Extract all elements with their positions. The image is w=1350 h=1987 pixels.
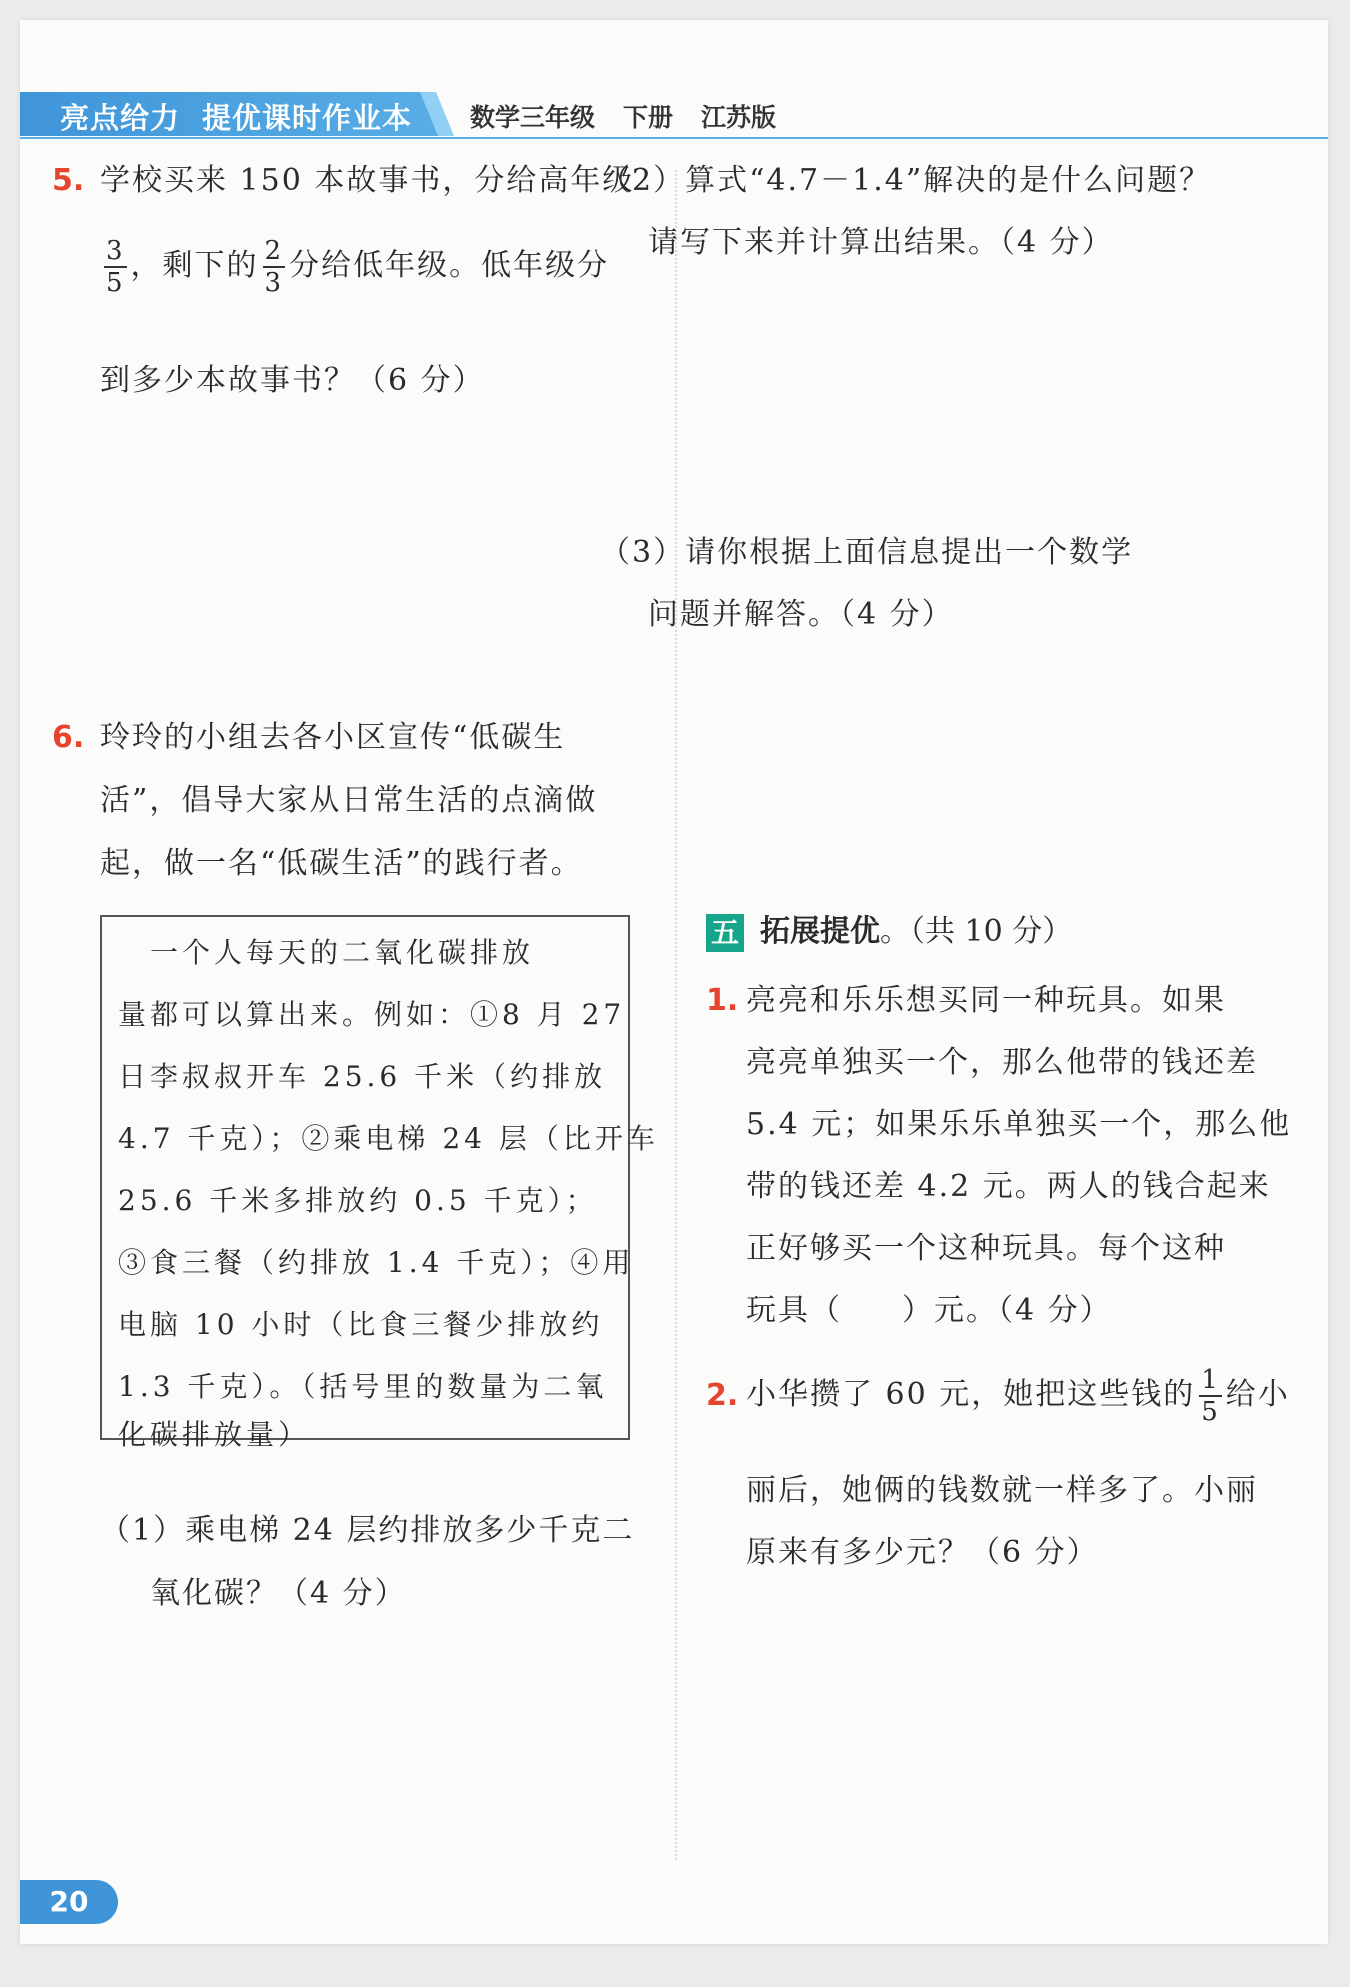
question-6-sub-2-line-1: （2）算式“4.7－1.4”解决的是什么问题？: [600, 163, 1212, 198]
section-5-title: [760, 908, 1072, 956]
extension-1-line-last: [746, 1280, 1112, 1342]
extension-2-number: 2.: [706, 1378, 739, 1413]
question-5-text-end: 分给低年级。低年级分: [289, 248, 610, 283]
extension-1-line: 亮亮单独买一个，那么他带的钱还差: [746, 1045, 1258, 1080]
extension-2-line-1: [746, 1358, 1290, 1432]
question-6-sub-3-line-2: 问题并解答。（4 分）: [648, 597, 954, 632]
question-6-sub-1-line-2: 氧化碳？（4 分）: [150, 1576, 407, 1611]
question-5-line-1: 学校买来 150 本故事书，分给高年级: [100, 163, 635, 198]
info-box-line: 电脑 10 小时（比食三餐少排放约: [118, 1308, 604, 1341]
question-5-line-2: [100, 236, 609, 298]
extension-1-text-after-blank: ）元。（4 分）: [902, 1293, 1112, 1328]
question-6-sub-2-line-2: 请写下来并计算出结果。（4 分）: [648, 225, 1114, 260]
section-5-badge: 五: [706, 914, 744, 952]
extension-2-text-pre: 小华攒了 60 元，她把这些钱的: [746, 1377, 1196, 1412]
header-book-info: [470, 98, 804, 134]
edition: 江苏版: [701, 103, 777, 132]
fraction-1-5: $\frac{1}{5}$: [1201, 1365, 1220, 1427]
worksheet-page: [20, 20, 1328, 1944]
subject-grade: 数学三年级: [470, 103, 596, 132]
extension-1-line: 带的钱还差 4.2 元。两人的钱合起来: [746, 1169, 1271, 1204]
extension-1-text-before-blank: 玩具（: [746, 1293, 842, 1328]
question-6-line-1: 玲玲的小组去各小区宣传“低碳生: [100, 720, 566, 755]
column-divider: [675, 170, 677, 1860]
extension-1-line: 正好够买一个这种玩具。每个这种: [746, 1231, 1226, 1266]
question-6-sub-3-line-1: （3）请你根据上面信息提出一个数学: [600, 535, 1134, 570]
info-box-line: 1.3 千克）。（括号里的数量为二氧: [118, 1370, 608, 1403]
info-box-line: 量都可以算出来。例如：①8 月 27: [118, 998, 626, 1031]
info-box-line: 日李叔叔开车 25.6 千米（约排放: [118, 1060, 607, 1093]
page-number: 20: [20, 1880, 118, 1924]
section-5-score: 。（共 10 分）: [880, 914, 1073, 949]
header-rule: [20, 137, 1328, 139]
info-box-line: 化碳排放量）: [118, 1418, 311, 1451]
info-box-line: 25.6 千米多排放约 0.5 千克）；: [118, 1184, 598, 1217]
info-box-line: 一个人每天的二氧化碳排放: [118, 936, 535, 969]
question-5-number: 5.: [52, 163, 85, 198]
question-6-line-3: 起，做一名“低碳生活”的践行者。: [100, 846, 583, 881]
extension-1-line: 亮亮和乐乐想买同一种玩具。如果: [746, 983, 1226, 1018]
info-box-line: 4.7 千克）；②乘电梯 24 层（比开车: [118, 1122, 659, 1155]
series-name: 提优课时作业本: [202, 101, 413, 135]
info-box-line: ③食三餐（约排放 1.4 千克）；④用: [118, 1246, 635, 1279]
extension-1-line: 5.4 元；如果乐乐单独买一个，那么他: [746, 1107, 1292, 1142]
section-5-name: 拓展提优: [760, 914, 880, 949]
extension-2-line-2: 丽后，她俩的钱数就一样多了。小丽: [746, 1473, 1258, 1508]
extension-2-text-post: 给小: [1225, 1377, 1290, 1412]
extension-2-line-3: 原来有多少元？（6 分）: [746, 1535, 1099, 1570]
question-6-line-2: 活”，倡导大家从日常生活的点滴做: [100, 783, 598, 818]
brand-name: 亮点给力: [60, 101, 181, 135]
extension-1-number: 1.: [706, 983, 739, 1018]
question-5-text-mid: ，剩下的: [130, 248, 259, 283]
fraction-2-3: $\frac{2}{3}$: [264, 236, 284, 298]
fraction-3-5: $\frac{3}{5}$: [106, 236, 125, 298]
question-6-sub-1-line-1: （1）乘电梯 24 层约排放多少千克二: [100, 1513, 635, 1548]
question-5-line-3: 到多少本故事书？（6 分）: [100, 363, 485, 398]
header-brand: [60, 96, 412, 137]
volume: 下册: [623, 103, 674, 132]
question-6-number: 6.: [52, 720, 85, 755]
